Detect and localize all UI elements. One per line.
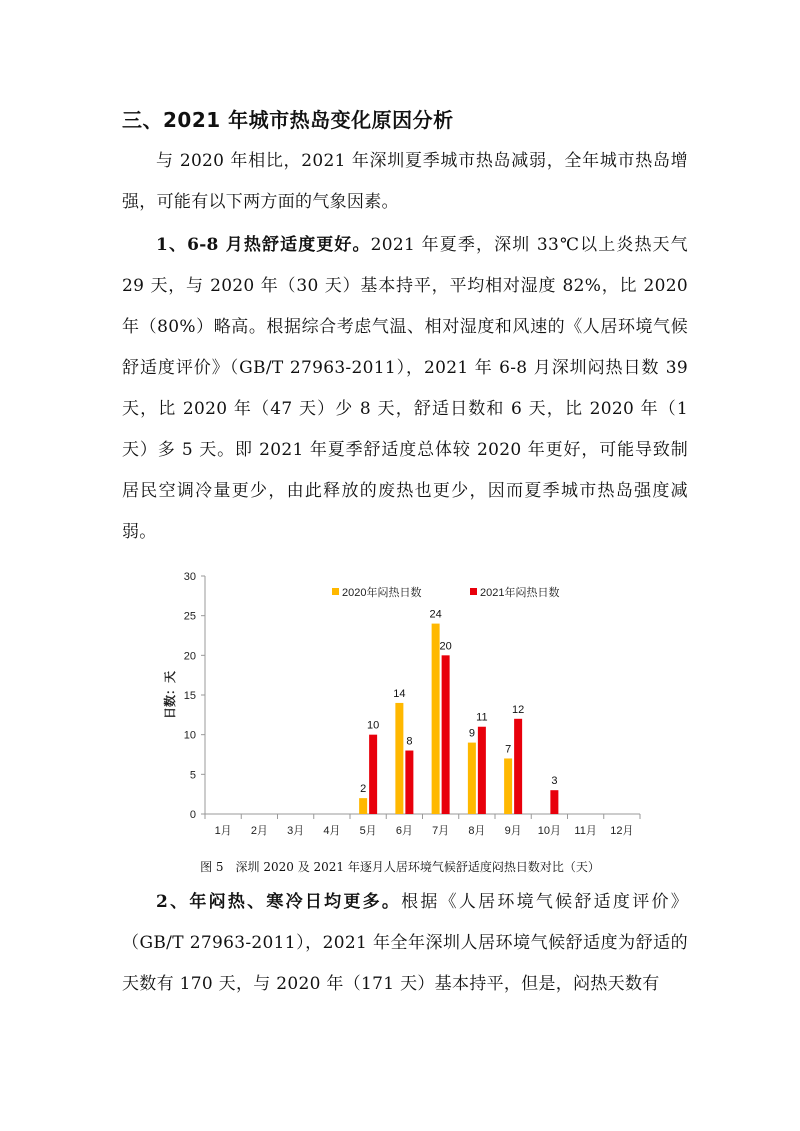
x-tick-label: 3月 (287, 825, 305, 837)
data-label: 10 (367, 719, 380, 732)
x-tick-label: 6月 (395, 825, 413, 837)
data-label: 3 (551, 775, 558, 788)
y-tick-label: 25 (183, 610, 196, 623)
x-tick-label: 5月 (359, 825, 377, 837)
bar-2021 (442, 655, 450, 814)
paragraph-annual-lead: 2、年闷热、寒冷日均更多。 (156, 892, 402, 912)
bar-2021 (550, 790, 558, 814)
bar-2020 (395, 703, 403, 814)
bar-2021 (478, 727, 486, 814)
x-tick-label: 1月 (214, 825, 232, 837)
paragraph-annual-body: 根据《人居环境气候舒适度评价》（GB/T 27963-2011），2021 年全年深圳人居环境气候舒适度为舒适的天数有 170 天，与 2020 年（171 天）基本持平，但是，闷热天数有 (122, 892, 688, 994)
legend-swatch (470, 588, 477, 595)
bar-2021 (369, 735, 377, 814)
chart-svg (160, 568, 650, 848)
legend-label: 2020年闷热日数 (342, 587, 422, 599)
section-heading: 三、2021 年城市热岛变化原因分析 (122, 108, 454, 132)
y-tick-label: 5 (189, 769, 196, 782)
data-label: 12 (512, 703, 525, 716)
bar-2020 (432, 624, 440, 814)
x-tick-label: 12月 (610, 825, 634, 837)
y-tick-label: 0 (189, 809, 196, 821)
x-tick-label: 7月 (432, 825, 450, 837)
data-label: 20 (439, 640, 452, 653)
legend-swatch (332, 588, 339, 595)
data-label: 24 (429, 608, 442, 621)
legend-label: 2021年闷热日数 (480, 587, 560, 599)
data-label: 7 (505, 743, 512, 756)
y-tick-label: 30 (183, 571, 196, 583)
data-label: 9 (468, 727, 475, 740)
data-label: 8 (406, 735, 413, 748)
paragraph-summer-comfort-lead: 1、6-8 月热舒适度更好。 (156, 235, 371, 255)
bar-2020 (359, 798, 367, 814)
bar-2021 (405, 751, 413, 814)
paragraph-summer-comfort-body: 2021 年夏季，深圳 33℃以上炎热天气 29 天，与 2020 年（30 天）基本持平，平均相对湿度 82%，比 2020 年（80%）略高。根据综合考虑气温、相对湿度和风速的《人居环境气候舒适度评价》（GB/T 27963-2011），2021 年 6-8 月深圳闷热日数 39 天，比 2020 年（47 天）少 8 天，舒适日数和 6 天，比 2020 年（1 天）多 5 天。即 2021 年夏季舒适度总体较 2020 年更好，可能导致制居民空调冷量更少，由此释放的废热也更少，因而夏季城市热岛强度减弱。 (122, 235, 688, 542)
paragraph-intro: 与 2020 年相比，2021 年深圳夏季城市热岛减弱，全年城市热岛增强，可能有以下两方面的气象因素。 (122, 151, 688, 212)
x-tick-label: 9月 (504, 825, 522, 837)
x-tick-label: 11月 (574, 825, 597, 837)
paragraph-annual (122, 882, 688, 1005)
bar-2020 (468, 743, 476, 814)
y-tick-label: 10 (183, 729, 196, 742)
y-tick-label: 20 (183, 650, 196, 663)
x-tick-label: 4月 (323, 825, 341, 837)
bar-2021 (514, 719, 522, 814)
muggy-days-chart (160, 568, 650, 848)
figure-caption: 图 5 深圳 2020 及 2021 年逐月人居环境气候舒适度闷热日数对比（天） (200, 860, 600, 874)
data-label: 14 (393, 687, 406, 700)
data-label: 11 (476, 711, 488, 724)
bar-2020 (504, 758, 512, 814)
x-tick-label: 10月 (537, 825, 561, 837)
x-tick-label: 8月 (468, 825, 486, 837)
y-tick-label: 15 (183, 690, 196, 702)
x-tick-label: 2月 (250, 825, 268, 837)
paragraph-summer-comfort (122, 225, 688, 553)
data-label: 2 (360, 783, 367, 796)
y-axis-title: 日数：天 (163, 670, 177, 720)
